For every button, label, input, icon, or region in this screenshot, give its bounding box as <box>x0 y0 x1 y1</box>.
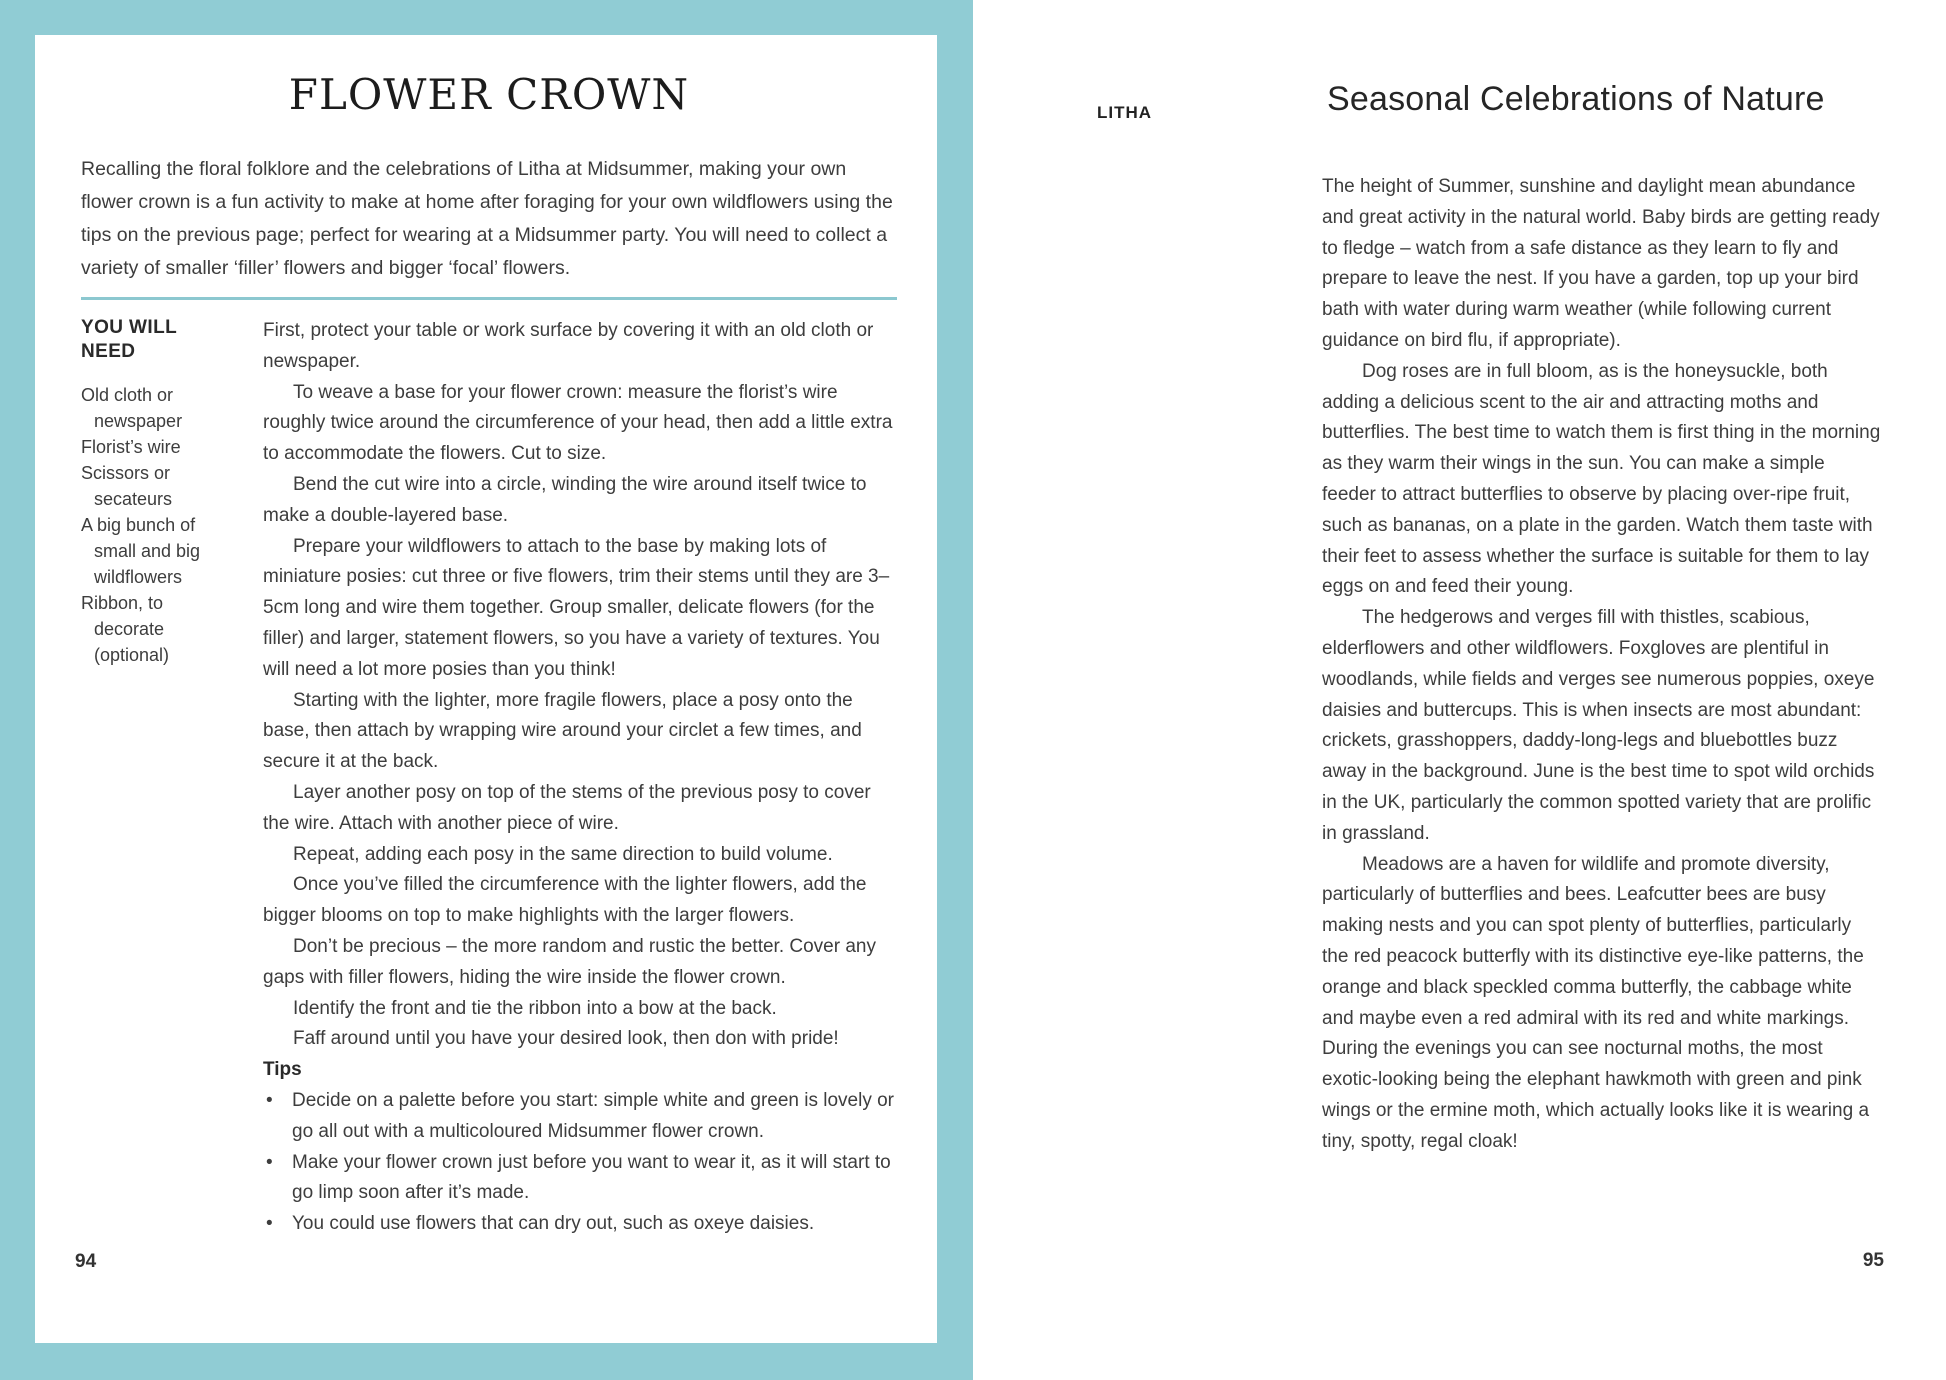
instructions-column <box>263 316 897 1240</box>
bullet-icon: • <box>266 1151 273 1173</box>
instruction-paragraph: Prepare your wildflowers to attach to the base by making lots of miniature posies: cut three or five flowers, trim their stems until they are 3–5cm long and wire them together. Group smaller, delicate flowers (for the filler) and larger, statement flowers, so you have a variety of textures. You will need a lot more posies than you think! <box>263 535 890 680</box>
section-label-litha: LITHA <box>1097 103 1153 122</box>
tip-item <box>263 1148 897 1210</box>
instruction-paragraph: Faff around until you have your desired look, then don with pride! <box>293 1028 839 1050</box>
bullet-icon: • <box>266 1213 273 1235</box>
tip-item <box>263 1086 897 1148</box>
chapter-title: Seasonal Celebrations of Nature <box>1327 80 1825 118</box>
materials-list <box>81 382 233 668</box>
instruction-paragraph: Repeat, adding each posy in the same direction to build volume. <box>293 843 833 865</box>
left-page <box>35 35 937 1343</box>
body-paragraph: Meadows are a haven for wildlife and promote diversity, particularly of butterflies and bees. Leafcutter bees are busy making nests and you can spot plenty of butterflies, particularly the red peacock butterfly with its distinctive eye-like patterns, the orange and black speckled comma butterfly, the cabbage white and maybe even a red admiral with its red and white markings. During the evenings you can see nocturnal moths, the most exotic-looking being the elephant hawkmoth with green and pink wings or the ermine moth, which actually looks like it is wearing a tiny, spotty, regal cloak! <box>1322 853 1870 1152</box>
right-page <box>973 0 1946 1380</box>
instruction-paragraph: To weave a base for your flower crown: measure the florist’s wire roughly twice around the circumference of your head, then add a little extra to accommodate the flowers. Cut to size. <box>263 381 893 465</box>
list-item: Scissors or secateurs <box>81 463 173 509</box>
instruction-paragraph: Starting with the lighter, more fragile flowers, place a posy onto the base, then attach by wrapping wire around your circlet a few times, and secure it at the back. <box>263 689 862 773</box>
teal-divider-rule <box>81 297 897 300</box>
chapter-body <box>1322 172 1882 1158</box>
instruction-paragraph: Bend the cut wire into a circle, winding the wire around itself twice to make a double-layered base. <box>263 473 867 526</box>
list-item: Florist’s wire <box>81 437 181 457</box>
tip-item <box>263 1209 897 1240</box>
tips-list <box>263 1086 897 1240</box>
tip-text: Decide on a palette before you start: simple white and green is lovely or go all out with a multicoloured Midsummer flower crown. <box>292 1089 894 1142</box>
instruction-paragraph: Once you’ve filled the circumference with the lighter flowers, add the bigger blooms on top to make highlights with the larger flowers. <box>263 874 867 927</box>
instruction-paragraph: Layer another posy on top of the stems of the previous posy to cover the wire. Attach with another piece of wire. <box>263 781 871 834</box>
tip-text: You could use flowers that can dry out, such as oxeye daisies. <box>292 1213 815 1235</box>
instruction-paragraph: Identify the front and tie the ribbon into a bow at the back. <box>293 997 777 1019</box>
bullet-icon: • <box>266 1089 273 1111</box>
tips-heading: Tips <box>263 1059 302 1081</box>
content-columns <box>81 316 897 1240</box>
list-item: A big bunch of small and big wildflowers <box>81 515 201 587</box>
instruction-paragraph: Don’t be precious – the more random and rustic the better. Cover any gaps with filler flowers, hiding the wire inside the flower crown. <box>263 935 876 988</box>
list-item: Ribbon, to decorate (optional) <box>81 593 170 665</box>
page-title: FLOWER CROWN <box>288 70 690 119</box>
page-number-left: 94 <box>75 1251 97 1272</box>
body-paragraph: Dog roses are in full bloom, as is the honeysuckle, both adding a delicious scent to the air and attracting moths and butterflies. The best time to watch them is first thing in the morning as they warm their wings in the sun. You can make a simple feeder to attract butterflies to observe by placing over-ripe fruit, such as bananas, on a plate in the garden. Watch them taste with their feet to assess whether the surface is suitable for them to lay eggs on and feed their young. <box>1322 360 1881 598</box>
body-paragraph: The hedgerows and verges fill with thistles, scabious, elderflowers and other wildflowers. Foxgloves are plentiful in woodlands, while fields and verges see numerous poppies, oxeye daisies and buttercups. This is when insects are most abundant: crickets, grasshoppers, daddy-long-legs and bluebottles buzz away in the background. June is the best time to spot wild orchids in the UK, particularly the common spotted variety that are prolific in grassland. <box>1322 607 1875 844</box>
list-item: Old cloth or newspaper <box>81 385 183 431</box>
page-number-right: 95 <box>1862 1250 1884 1271</box>
body-paragraph: The height of Summer, sunshine and daylight mean abundance and great activity in the natural world. Baby birds are getting ready to fledge – watch from a safe distance as they learn to fly and prepare to leave the nest. If you have a garden, top up your bird bath with water during warm weather (while following current guidance on bird flu, if appropriate). <box>1322 176 1880 351</box>
instruction-paragraph: First, protect your table or work surface by covering it with an old cloth or newspaper. <box>263 320 874 372</box>
tip-text: Make your flower crown just before you want to wear it, as it will start to go limp soon after it’s made. <box>292 1151 891 1204</box>
intro-paragraph: Recalling the floral folklore and the celebrations of Litha at Midsummer, making your own flower crown is a fun activity to make at home after foraging for your own wildflowers using the tips on the previous page; perfect for wearing at a Midsummer party. You will need to collect a variety of smaller ‘filler’ flowers and bigger ‘focal’ flowers. <box>81 158 893 279</box>
you-will-need-sidebar <box>81 316 233 1240</box>
you-will-need-heading: YOU WILL NEED <box>81 317 177 362</box>
